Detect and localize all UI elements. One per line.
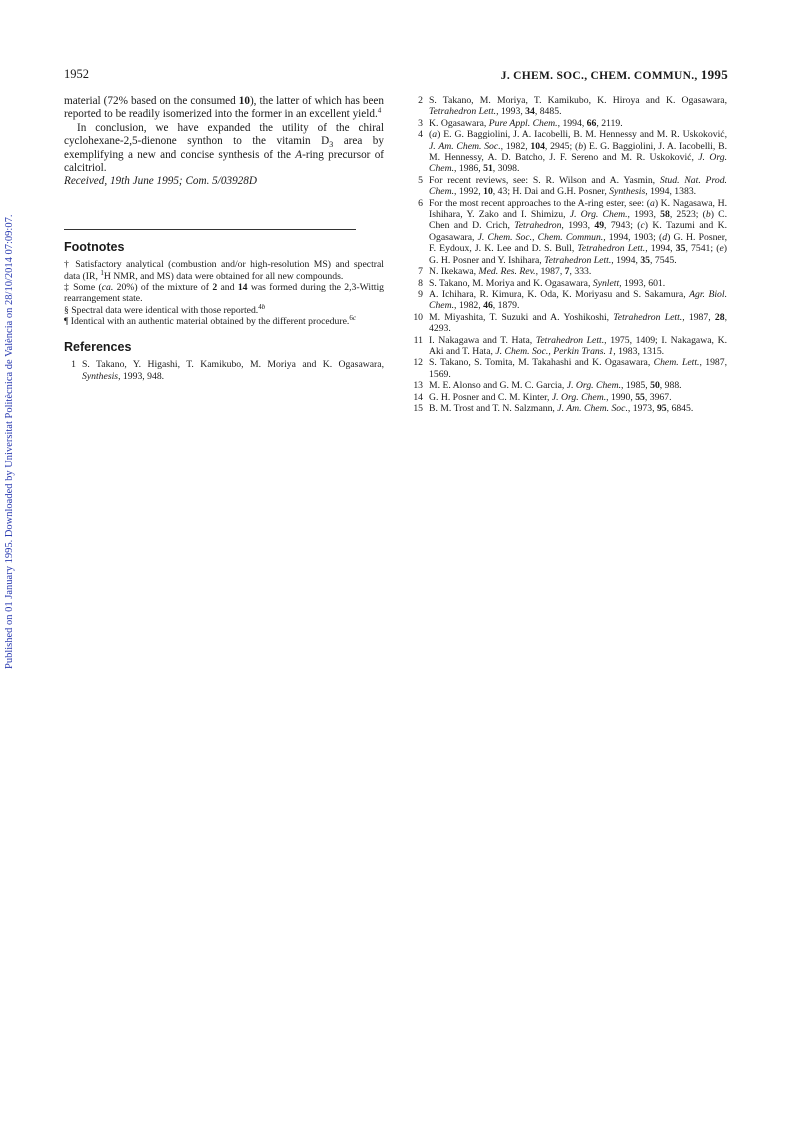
reference-number: 13 bbox=[413, 380, 423, 392]
reference-item bbox=[411, 392, 727, 403]
reference-text: S. Takano, S. Tomita, M. Takahashi and K. Ogasawara, Chem. Lett., 1987, 1569. bbox=[429, 357, 728, 380]
reference-item bbox=[411, 289, 727, 312]
reference-number: 3 bbox=[418, 117, 423, 129]
reference-number: 8 bbox=[418, 277, 423, 289]
body-paragraph-1: material (72% based on the consumed 10), the latter of which has been reported to be readily isomerized into the former in an excellent yield.$^4$ bbox=[64, 95, 384, 121]
download-notice: Published on 01 January 1995. Downloaded by Universitat Politècnica de València on 28/10/2014 07:09:07. bbox=[4, 214, 15, 670]
reference-text: M. E. Alonso and G. M. C. Garcia, J. Org. Chem., 1985, 50, 988. bbox=[429, 380, 682, 392]
section-divider bbox=[64, 229, 356, 230]
reference-number: 14 bbox=[413, 391, 423, 403]
reference-text: A. Ichihara, R. Kimura, K. Oda, K. Moriyasu and S. Sakamura, Agr. Biol. Chem., 1982, 46, 1879. bbox=[429, 288, 728, 312]
reference-text: I. Nakagawa and T. Hata, Tetrahedron Lett., 1975, 1409; I. Nakagawa, K. Aki and T. Hata, J. Chem. Soc., Perkin Trans. 1, 1983, 1315. bbox=[429, 334, 727, 357]
left-column bbox=[64, 95, 384, 382]
reference-text: M. Miyashita, T. Suzuki and A. Yoshikoshi, Tetrahedron Lett., 1987, 28, 4293. bbox=[429, 311, 728, 335]
references-list-right bbox=[411, 95, 727, 414]
reference-text: S. Takano, M. Moriya and K. Ogasawara, Synlett, 1993, 601. bbox=[429, 277, 666, 289]
footnote-item: † Satisfactory analytical (combustion and/or high-resolution MS) and spectral data (IR, $^1$H NMR, and MS) data were obtained for all new compounds. bbox=[64, 259, 384, 282]
reference-number: 6 bbox=[418, 197, 423, 209]
references-heading: References bbox=[64, 339, 132, 354]
reference-text: K. Ogasawara, Pure Appl. Chem., 1994, 66, 2119. bbox=[429, 117, 623, 129]
reference-item bbox=[411, 357, 727, 380]
received-line: Received, 19th June 1995; Com. 5/03928D bbox=[64, 175, 257, 188]
reference-item bbox=[411, 312, 727, 335]
reference-text: S. Takano, Y. Higashi, T. Kamikubo, M. Moriya and K. Ogasawara, Synthesis, 1993, 948. bbox=[82, 359, 384, 382]
reference-number: 10 bbox=[413, 311, 423, 323]
reference-item bbox=[411, 335, 727, 358]
reference-item bbox=[411, 95, 727, 118]
footnote-item: ¶ Identical with an authentic material obtained by the different procedure.$^{6c}$ bbox=[64, 314, 356, 328]
reference-item bbox=[411, 403, 727, 414]
reference-number: 5 bbox=[418, 174, 423, 186]
reference-text: S. Takano, M. Moriya, T. Kamikubo, K. Hiroya and K. Ogasawara, Tetrahedron Lett., 1993, 34, 8485. bbox=[429, 95, 727, 118]
reference-text: For the most recent approaches to the A-ring ester, see: (a) K. Nagasawa, H. Ishihara, Y. Zako and I. Shimizu, J. Org. Chem., 1993, 58, 2523; (b) C. Chen and D. Crich, Tetrahedron, 1993, 49, 7943; (c) K. Tazumi and K. Ogasawara, J. Chem. Soc., Chem. Commun., 1994, 1903; (d) G. H. Posner, F. Eydoux, J. K. Lee and D. S. Bull, Tetrahedron Lett., 1994, 35, 7541; (e) G. H. Posner and Y. Ishihara, Tetrahedron Lett., 1994, 35, 7545. bbox=[429, 197, 728, 266]
reference-number: 12 bbox=[413, 357, 423, 369]
reference-text: N. Ikekawa, Med. Res. Rev., 1987, 7, 333. bbox=[429, 266, 592, 278]
reference-text: For recent reviews, see: S. R. Wilson and A. Yasmin, Stud. Nat. Prod. Chem., 1992, 10, 43; H. Dai and G.H. Posner, Synthesis, 1994, 1383. bbox=[429, 174, 727, 198]
reference-item bbox=[411, 175, 727, 198]
page-number: 1952 bbox=[64, 67, 89, 81]
right-column bbox=[411, 95, 727, 414]
reference-number: 11 bbox=[413, 334, 423, 346]
footnotes-heading: Footnotes bbox=[64, 239, 125, 254]
journal-name: J. CHEM. SOC., CHEM. COMMUN., bbox=[500, 70, 698, 82]
footnote-item: ‡ Some (ca. 20%) of the mixture of 2 and 14 was formed during the 2,3-Wittig rearrangement state. bbox=[64, 282, 384, 305]
body-paragraph-2: In conclusion, we have expanded the utility of the chiral cyclohexane-2,5-dienone synthon to the vitamin $D_3$ area by exemplifying a new and concise synthesis of the A-ring precursor of calcitriol. bbox=[64, 121, 385, 175]
reference-number: 7 bbox=[418, 266, 423, 278]
reference-number: 1 bbox=[71, 359, 76, 371]
reference-item bbox=[411, 129, 727, 175]
references-list-left bbox=[64, 359, 384, 382]
footnotes-list bbox=[64, 259, 384, 327]
journal-header bbox=[501, 67, 728, 83]
reference-item bbox=[411, 278, 727, 289]
reference-text: (a) E. G. Baggiolini, J. A. Iacobelli, B. M. Hennessy and M. R. Uskoković, J. Am. Chem. Soc., 1982, 104, 2945; (b) E. G. Baggiolini, J. A. Iacobelli, B. M. Hennessy, A. D. Batcho, J. F. Sereno and M. R. Uskoković, J. Org. Chem., 1986, 51, 3098. bbox=[429, 129, 727, 175]
reference-item bbox=[411, 198, 727, 266]
footnote-item: § Spectral data were identical with those reported.$^{4b}$ bbox=[64, 302, 266, 316]
reference-item bbox=[64, 359, 384, 382]
reference-number: 2 bbox=[418, 95, 423, 106]
reference-number: 9 bbox=[418, 288, 423, 300]
reference-number: 4 bbox=[418, 129, 423, 141]
reference-item bbox=[411, 266, 727, 277]
reference-text: G. H. Posner and C. M. Kinter, J. Org. Chem., 1990, 55, 3967. bbox=[429, 391, 672, 403]
body-text bbox=[64, 95, 384, 189]
reference-number: 15 bbox=[413, 402, 423, 414]
journal-year: 1995 bbox=[700, 67, 728, 82]
reference-item bbox=[411, 118, 727, 129]
reference-item bbox=[411, 380, 727, 391]
reference-text: B. M. Trost and T. N. Salzmann, J. Am. Chem. Soc., 1973, 95, 6845. bbox=[429, 402, 694, 414]
